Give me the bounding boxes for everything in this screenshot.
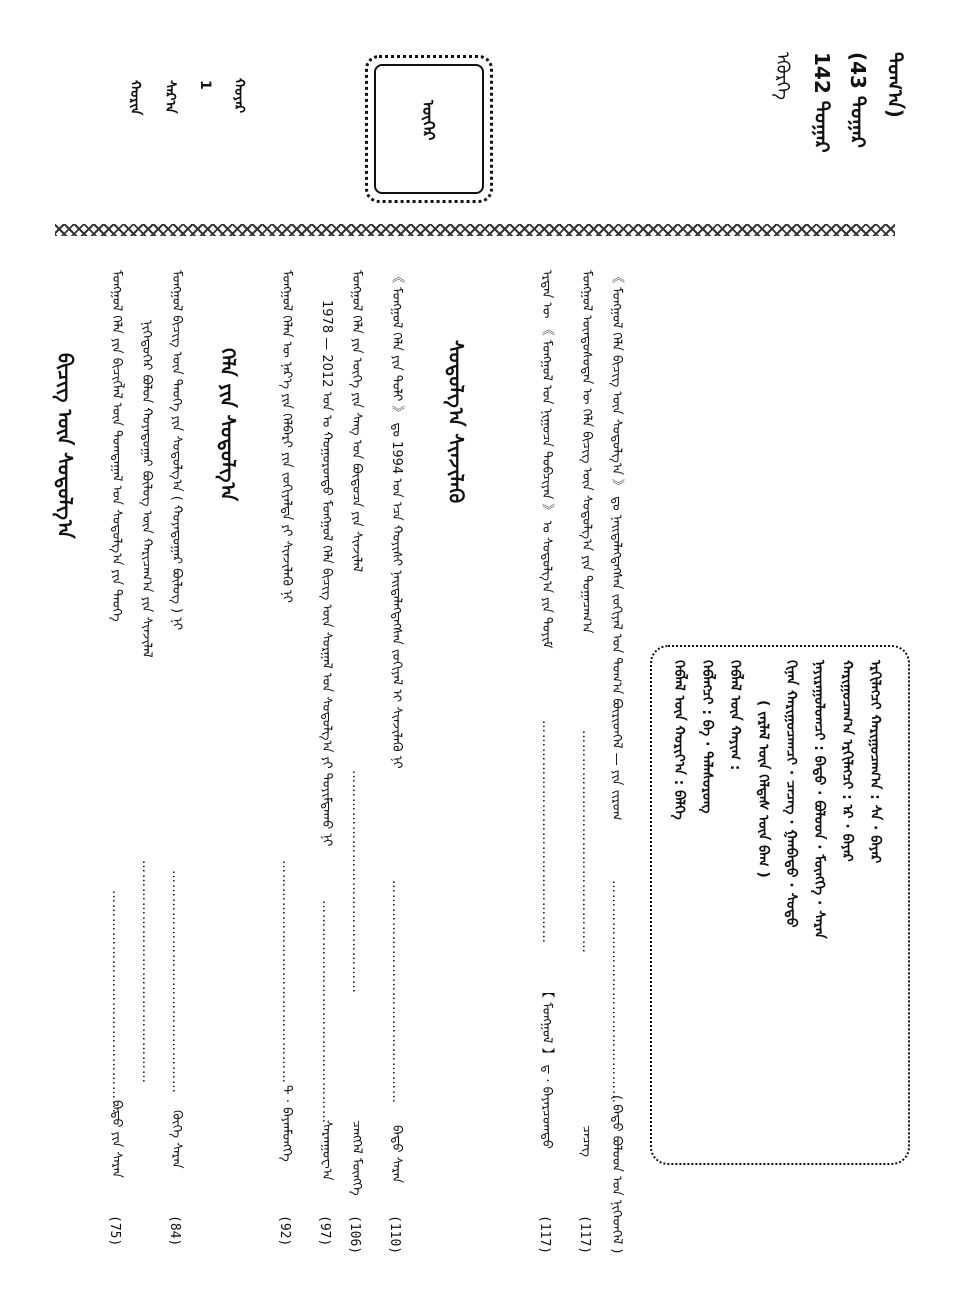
article-author: ᠴᠡᠩᠭᠡᠯ ᠮᠥᠩᠬᠡ	[349, 1120, 364, 1196]
page-number: (117)	[577, 1215, 592, 1255]
leader-dots: …………………………………………	[109, 890, 124, 1114]
stamp-label: ᠦᠬᠡᠷ	[419, 100, 438, 141]
note-line: ᠨᠠᠶᠢᠷᠠᠭᠤᠯᠤᠭᠴᠢ : ᠪᠠᠲᠤ · ᠪᠣᠯᠣᠳ · ᠮᠥᠩᠬᠡ · ᠰᠠᠷᠠᠨ	[811, 660, 827, 939]
article-title: ᠮᠣᠩᠭᠣᠯ ᠪᠢᠴᠢᠭ ᠦᠨ ᠲᠡᠦᠬᠡ ᠶᠢᠨ ᠰᠤᠳᠤᠯᠭ᠎ᠠ ( ᠬᠣᠶᠠᠳᠤᠭᠠᠷ ᠪᠦᠯᠦᠭ ) ᠨᠢ	[169, 270, 184, 631]
leader-dots: …………………………………………	[539, 720, 554, 944]
leader-dots: …………………………………………	[389, 880, 404, 1104]
article-author: ᠴᠡᠴᠡᠭ	[579, 1125, 594, 1157]
section-title: ᠰᠤᠳᠤᠯᠭ᠎ᠠ ᠰᠢᠨᠵᠢᠯᠡᠬᠦ	[444, 340, 468, 504]
page-number: (106)	[347, 1215, 362, 1255]
note-line: ᠡᠷᠬᠢᠯᠡᠭᠴᠢ ᠬᠠᠷᠢᠭᠤᠴᠠᠭ᠎ᠠ : ᠰᠠ · ᠪᠠᠶᠠᠷ	[867, 660, 883, 864]
article-title: ᠮᠣᠩᠭᠣᠯ ᠦᠨᠳᠦᠰᠦᠲᠡᠨ ᠦ ᠬᠡᠯᠡ ᠪᠢᠴᠢᠭ ᠦᠨ ᠰᠤᠳᠤᠯᠭ᠎ᠠ ᠶᠢᠨ ᠲᠣᠭᠠᠴᠠᠭ᠎ᠠ	[579, 270, 594, 634]
page-number: (97)	[317, 1215, 332, 1247]
page-number: (75)	[107, 1215, 122, 1247]
publication-word: ᠡᠭᠦᠷᠭᠡ	[772, 52, 793, 100]
note-line: ᠬᠠᠷᠢᠭᠤᠴᠠᠭ᠎ᠠ ᠡᠷᠬᠢᠯᠡᠭᠴᠢ : ᠡᠷ · ᠪᠠᠶᠠᠷ	[839, 660, 855, 862]
leader-dots: …………………………………………	[349, 770, 364, 994]
issue-label: ᠳᠤᠭ᠎ᠠ)	[883, 52, 907, 118]
article-title: ᠮᠣᠩᠭᠣᠯ ᠬᠡᠯᠡ ᠶᠢᠨ ᠪᠢᠴᠢᠭᠯᠡᠯ ᠦᠨ ᠲᠣᠭᠲᠠᠭᠠᠯ ᠤᠨ ᠰᠤᠳᠤᠯᠭ᠎ᠠ ᠶᠢᠨ ᠲᠡᠦᠬᠡ	[109, 270, 124, 622]
leader-dots: …………………………………………	[139, 860, 154, 1084]
ornamental-divider	[55, 224, 895, 236]
side-label-d: ᠬᠣᠷᠢᠨ	[127, 80, 143, 116]
article-author: ᠰᠠᠷᠠᠨᠭᠤᠸ᠎ᠠ	[319, 1120, 334, 1181]
article-title: 《 ᠮᠣᠩᠭᠣᠯ ᠬᠡᠯᠡ ᠪᠢᠴᠢᠭ ᠦᠨ ᠰᠤᠳᠤᠯᠭ᠎ᠠ 》 ᠳᠤ ᠨᠡᠢᠲᠡᠯᠡᠭᠳᠡᠭᠰᠡᠨ ᠵᠣᠬᠢᠶᠠᠯ ᠤᠨ ᠲᠣᠭ᠎ᠠ ᠪᠦᠷᠢᠳᠭᠡᠯ — ᠶᠢᠨ ᠵᠢᠷᠤᠭ	[609, 270, 624, 821]
article-title: ᠨᠢᠭᠡᠳᠦᠭᠡᠷ ᠪᠣᠯᠤᠨ ᠬᠣᠶᠠᠳᠤᠭᠠᠷ ᠪᠦᠯᠦᠭ ᠦᠨ ᠬᠠᠷᠢᠴᠠᠭ᠎ᠠ ᠶᠢᠨ ᠰᠢᠨᠵᠢᠯᠡᠯ	[139, 320, 154, 658]
article-author: ᠲ · ᠪᠠᠶᠠᠨᠮᠥᠩᠬᠡ	[279, 1085, 294, 1162]
note-line: ᠬᠡᠪᠯᠡᠭᠴᠢ : ᠪᠠ · ᠲᠠᠯᠠᠰᠦᠷᠦᠩ	[699, 660, 715, 814]
issue-number: (43 ᠳᠤᠭᠠᠷ	[846, 52, 870, 148]
side-label-c: ᠰᠠᠷ᠎ᠠ	[162, 80, 178, 114]
leader-dots: …………………………………………	[169, 870, 184, 1094]
leader-dots: …………………………………………	[319, 900, 334, 1124]
page-number: (84)	[167, 1215, 182, 1247]
article-title: 《 ᠮᠣᠩᠭᠣᠯ ᠬᠡᠯᠡ ᠶᠢᠨ ᠲᠣᠯᠢ 》 ᠳᠤ 1994 ᠣᠨ ᠡᠴᠡ ᠬᠣᠶᠢᠰᠢ ᠨᠡᠢᠲᠡᠯᠡᠭᠳᠡᠭᠰᠡᠨ ᠵᠣᠬᠢᠶᠠᠯ ᠢ ᠰᠢᠨᠵᠢᠯᠡᠬᠦ ᠨᠢ	[389, 270, 404, 769]
article-author: ( ᠪᠠᠲᠤ ᠪᠣᠯᠣᠳ ᠤᠨ ᠨᠢᠭᠡᠳᠬᠡᠯ )	[609, 1095, 624, 1254]
note-line: ᠬᠢᠨᠠᠨ ᠬᠠᠷᠢᠭᠤᠴᠠᠭᠴᠢ · ᠴᠡᠴᠡᠭ · ᠭᠠᠨᠪᠠᠲᠤ · ᠰᠤᠳᠤ	[783, 660, 799, 928]
page-number: (110)	[387, 1215, 402, 1255]
article-title: ᠮᠣᠩᠭᠣᠯ ᠬᠡᠯᠡ ᠶᠢᠨ ᠦᠭᠡ ᠶᠢᠨ ᠰᠠᠩ ᠤᠨ ᠪᠦᠲᠦᠴᠡ ᠶᠢᠨ ᠰᠢᠨᠵᠢᠯᠡᠯ	[349, 270, 364, 573]
leader-dots: …………………………………………	[609, 880, 624, 1104]
article-author: ᠪᠠᠲᠤ ᠶᠢᠨ ᠰᠠᠷᠠᠨ	[109, 1100, 124, 1178]
total-number: 142 ᠳᠤᠭᠠᠷ	[810, 52, 834, 153]
note-line: ᠬᠡᠪᠯᠡᠯ ᠦᠨ ᠬᠣᠷᠢᠶ᠎ᠠ : ᠪᠡᠯᠭᠡ	[671, 660, 687, 820]
page-number: (117)	[537, 1215, 552, 1255]
note-line: ( ᠵᠠᠷᠯᠠᠯ ᠦᠨ ᠬᠡᠯᠲᠡᠰ ᠦᠨ ᠪᠠᠭ )	[755, 700, 771, 878]
article-title: ᠮᠣᠩᠭᠣᠯ ᠬᠡᠯᠡᠨ ᠦ ᠨᠡᠷ᠎ᠡ ᠶᠢᠨ ᠬᠡᠯᠪᠡᠷᠢ ᠶᠢᠨ ᠵᠣᠬᠢᠶᠠᠯᠲᠠ ᠶᠢ ᠰᠢᠨᠵᠢᠯᠡᠬᠦ ᠨᠢ	[279, 270, 294, 603]
leader-dots: …………………………………………	[579, 730, 594, 954]
side-label-b: 1	[197, 80, 213, 90]
article-author: ᠪᠠᠲᠤ ᠰᠠᠷᠠᠨ	[389, 1125, 404, 1184]
section-title: ᠪᠢᠴᠢᠭ ᠦᠨ ᠰᠤᠳᠤᠯᠭ᠎ᠠ	[53, 353, 77, 539]
side-label-a: ᠬᠣᠶᠠᠷ	[231, 78, 247, 114]
article-author: ᠬᠥᠬᠡ ᠰᠠᠷᠠᠨ	[169, 1110, 184, 1169]
note-line: ᠬᠡᠪᠯᠡᠯ ᠦᠨ ᠬᠠᠶᠢᠭ :	[727, 660, 743, 771]
article-title: ᠡᠷᠲᠡᠨ ᠦ 《 ᠮᠣᠩᠭᠣᠯ ᠤᠨ ᠨᠢᠭᠤᠴᠠ ᠲᠣᠪᠴᠢᠶᠠᠨ 》 ᠤ ᠰᠤᠳᠤᠯᠭ᠎ᠠ ᠶᠢᠨ ᠲᠣᠶᠢᠮ	[539, 270, 554, 649]
section-title: ᠬᠡᠯᠡ ᠶᠢᠨ ᠰᠤᠳᠤᠯᠭ᠎ᠠ	[216, 348, 240, 502]
article-author: 【 ᠮᠣᠩᠭᠣᠯ 】 ᠳ · ᠪᠠᠶᠠᠷᠴᠣᠭᠲᠤ	[539, 985, 554, 1149]
page-number: (92)	[277, 1215, 292, 1247]
leader-dots: …………………………………………	[279, 860, 294, 1084]
article-title: 1978 — 2012 ᠣᠨ ᠤ ᠬᠣᠭᠤᠷᠤᠨᠳᠤ ᠮᠣᠩᠭᠣᠯ ᠬᠡᠯᠡ ᠪᠢᠴᠢᠭ ᠦᠨ ᠰᠤᠷᠭᠠᠯ ᠤᠨ ᠰᠤᠳᠤᠯᠭ᠎ᠠ ᠶᠢ ᠲᠣᠶᠢᠮᠳᠠᠬᠤ ᠨᠢ	[319, 300, 334, 847]
